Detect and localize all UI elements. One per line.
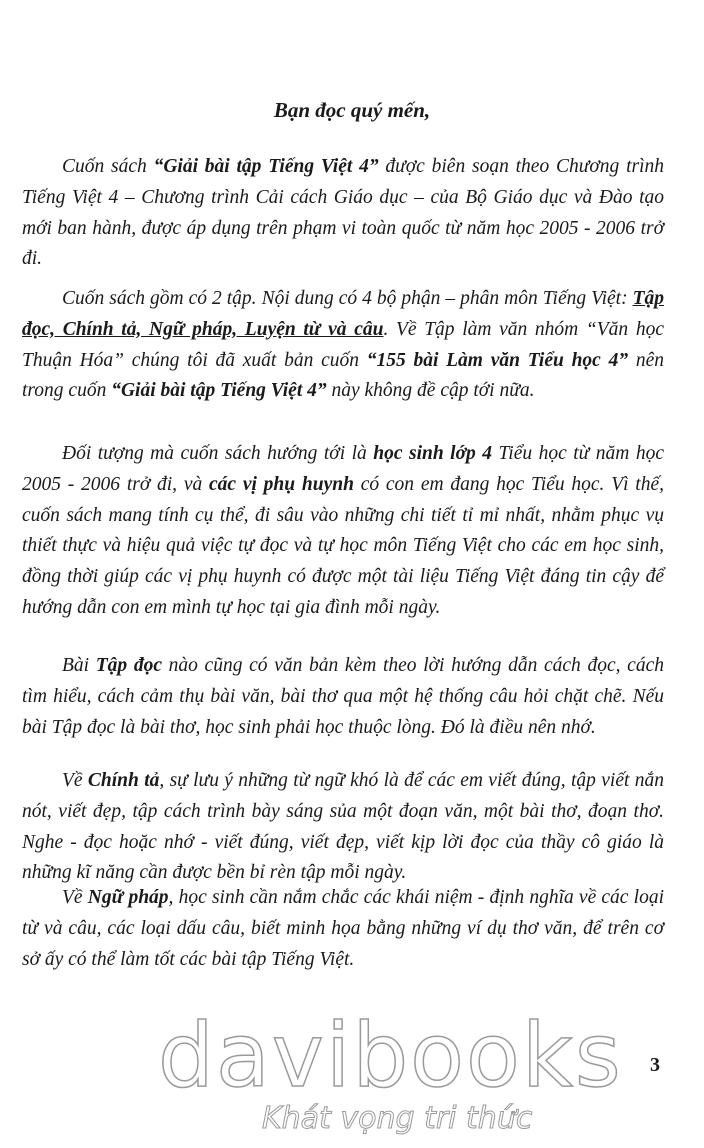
p1-text-c: được biên soạn theo Chương trình Tiếng Việt 4 – Chương trình Cải cách Giáo dục – của Bộ Giáo dục và Đào tạo mới ban hành, được áp dụng trên phạm vi toàn quốc từ năm học 2005 - 2006 trở đi. [22, 156, 665, 270]
p3-target-students: học sinh lớp 4 [373, 443, 493, 464]
p5-text-a: Về [62, 770, 88, 791]
p2-text-e: nên trong cuốn [22, 349, 664, 402]
p2-text-g: này không đề cập tới nữa. [326, 380, 535, 402]
p2-text-a: Cuốn sách gồm có 2 tập. Nội dung có 4 bộ phận – phân môn Tiếng Việt: [62, 288, 633, 309]
watermark-logo: davibooks [158, 1004, 623, 1107]
p4-text-c: nào cũng có văn bản kèm theo lời hướng dẫn cách đọc, cách tìm hiểu, cách cảm thụ bài văn, bài thơ qua một hệ thống câu hỏi chặt chẽ. Nếu bài Tập đọc là bài thơ, học sinh phải học thuộc lòng. Đó là điều nên nhớ. [22, 655, 664, 738]
p2-book-title: “Giải bài tập Tiếng Việt 4” [111, 380, 327, 402]
p2-book-title-155: “155 bài Làm văn Tiểu học 4” [366, 349, 629, 371]
paragraph-3 [22, 439, 664, 624]
paragraph-6 [22, 883, 664, 975]
paragraph-4 [22, 651, 664, 743]
paragraph-5 [22, 766, 664, 889]
p6-text-a: Về [62, 887, 88, 908]
p1-text-a: Cuốn sách [62, 156, 154, 177]
page-number: 3 [650, 1054, 660, 1076]
p4-text-a: Bài [62, 655, 96, 676]
p2-subjects: Tập đọc, Chính tả, Ngữ pháp, Luyện từ và câu [22, 288, 664, 340]
p3-target-parents: các vị phụ huynh [209, 473, 354, 495]
p6-term-ngu-phap: Ngữ pháp [87, 887, 169, 908]
paragraph-1 [22, 152, 664, 275]
p3-text-e: có con em đang học Tiểu học. Vì thế, cuốn sách mang tính cụ thể, đi sâu vào những chi tiết tỉ mỉ nhất, nhằm phục vụ thiết thực và hiệu quả việc tự đọc và tự học môn Tiếng Việt cho các em học sinh, đồng thời giúp các vị phụ huynh có được một tài liệu Tiếng Việt đáng tin cậy để hướng dẫn con em mình tự học tại gia đình mỗi ngày. [22, 473, 664, 618]
salutation: Bạn đọc quý mến, [273, 98, 431, 122]
p2-text-c: . Về Tập làm văn nhóm “Văn học Thuận Hóa” chúng tôi đã xuất bản cuốn [22, 318, 664, 371]
p3-text-a: Đối tượng mà cuốn sách hướng tới là [62, 443, 374, 464]
p4-term-tap-doc: Tập đọc [95, 655, 162, 676]
watermark-tagline: Khát vọng tri thức [262, 1101, 533, 1136]
p1-book-title: “Giải bài tập Tiếng Việt 4” [153, 156, 379, 177]
p5-text-c: , sự lưu ý những từ ngữ khó là để các em viết đúng, tập viết nắn nót, viết đẹp, tập cách trình bày sáng sủa một đoạn văn, một bài thơ, đoạn thơ. Nghe - đọc hoặc nhớ - viết đúng, viết đẹp, viết kịp lời đọc của thầy cô giáo là những kĩ năng cần được bền bỉ rèn tập mỗi ngày. [22, 770, 664, 884]
p3-text-c: Tiểu học từ năm học 2005 - 2006 trở đi, và [22, 443, 664, 495]
p6-text-c: , học sinh cần nắm chắc các khái niệm - định nghĩa về các loại từ và câu, các loại dấu câu, biết minh họa bằng những ví dụ thơ văn, để trên cơ sở ấy có thể làm tốt các bài tập Tiếng Việt. [22, 887, 664, 970]
paragraph-2 [22, 284, 664, 407]
p5-term-chinh-ta: Chính tả [87, 770, 160, 791]
